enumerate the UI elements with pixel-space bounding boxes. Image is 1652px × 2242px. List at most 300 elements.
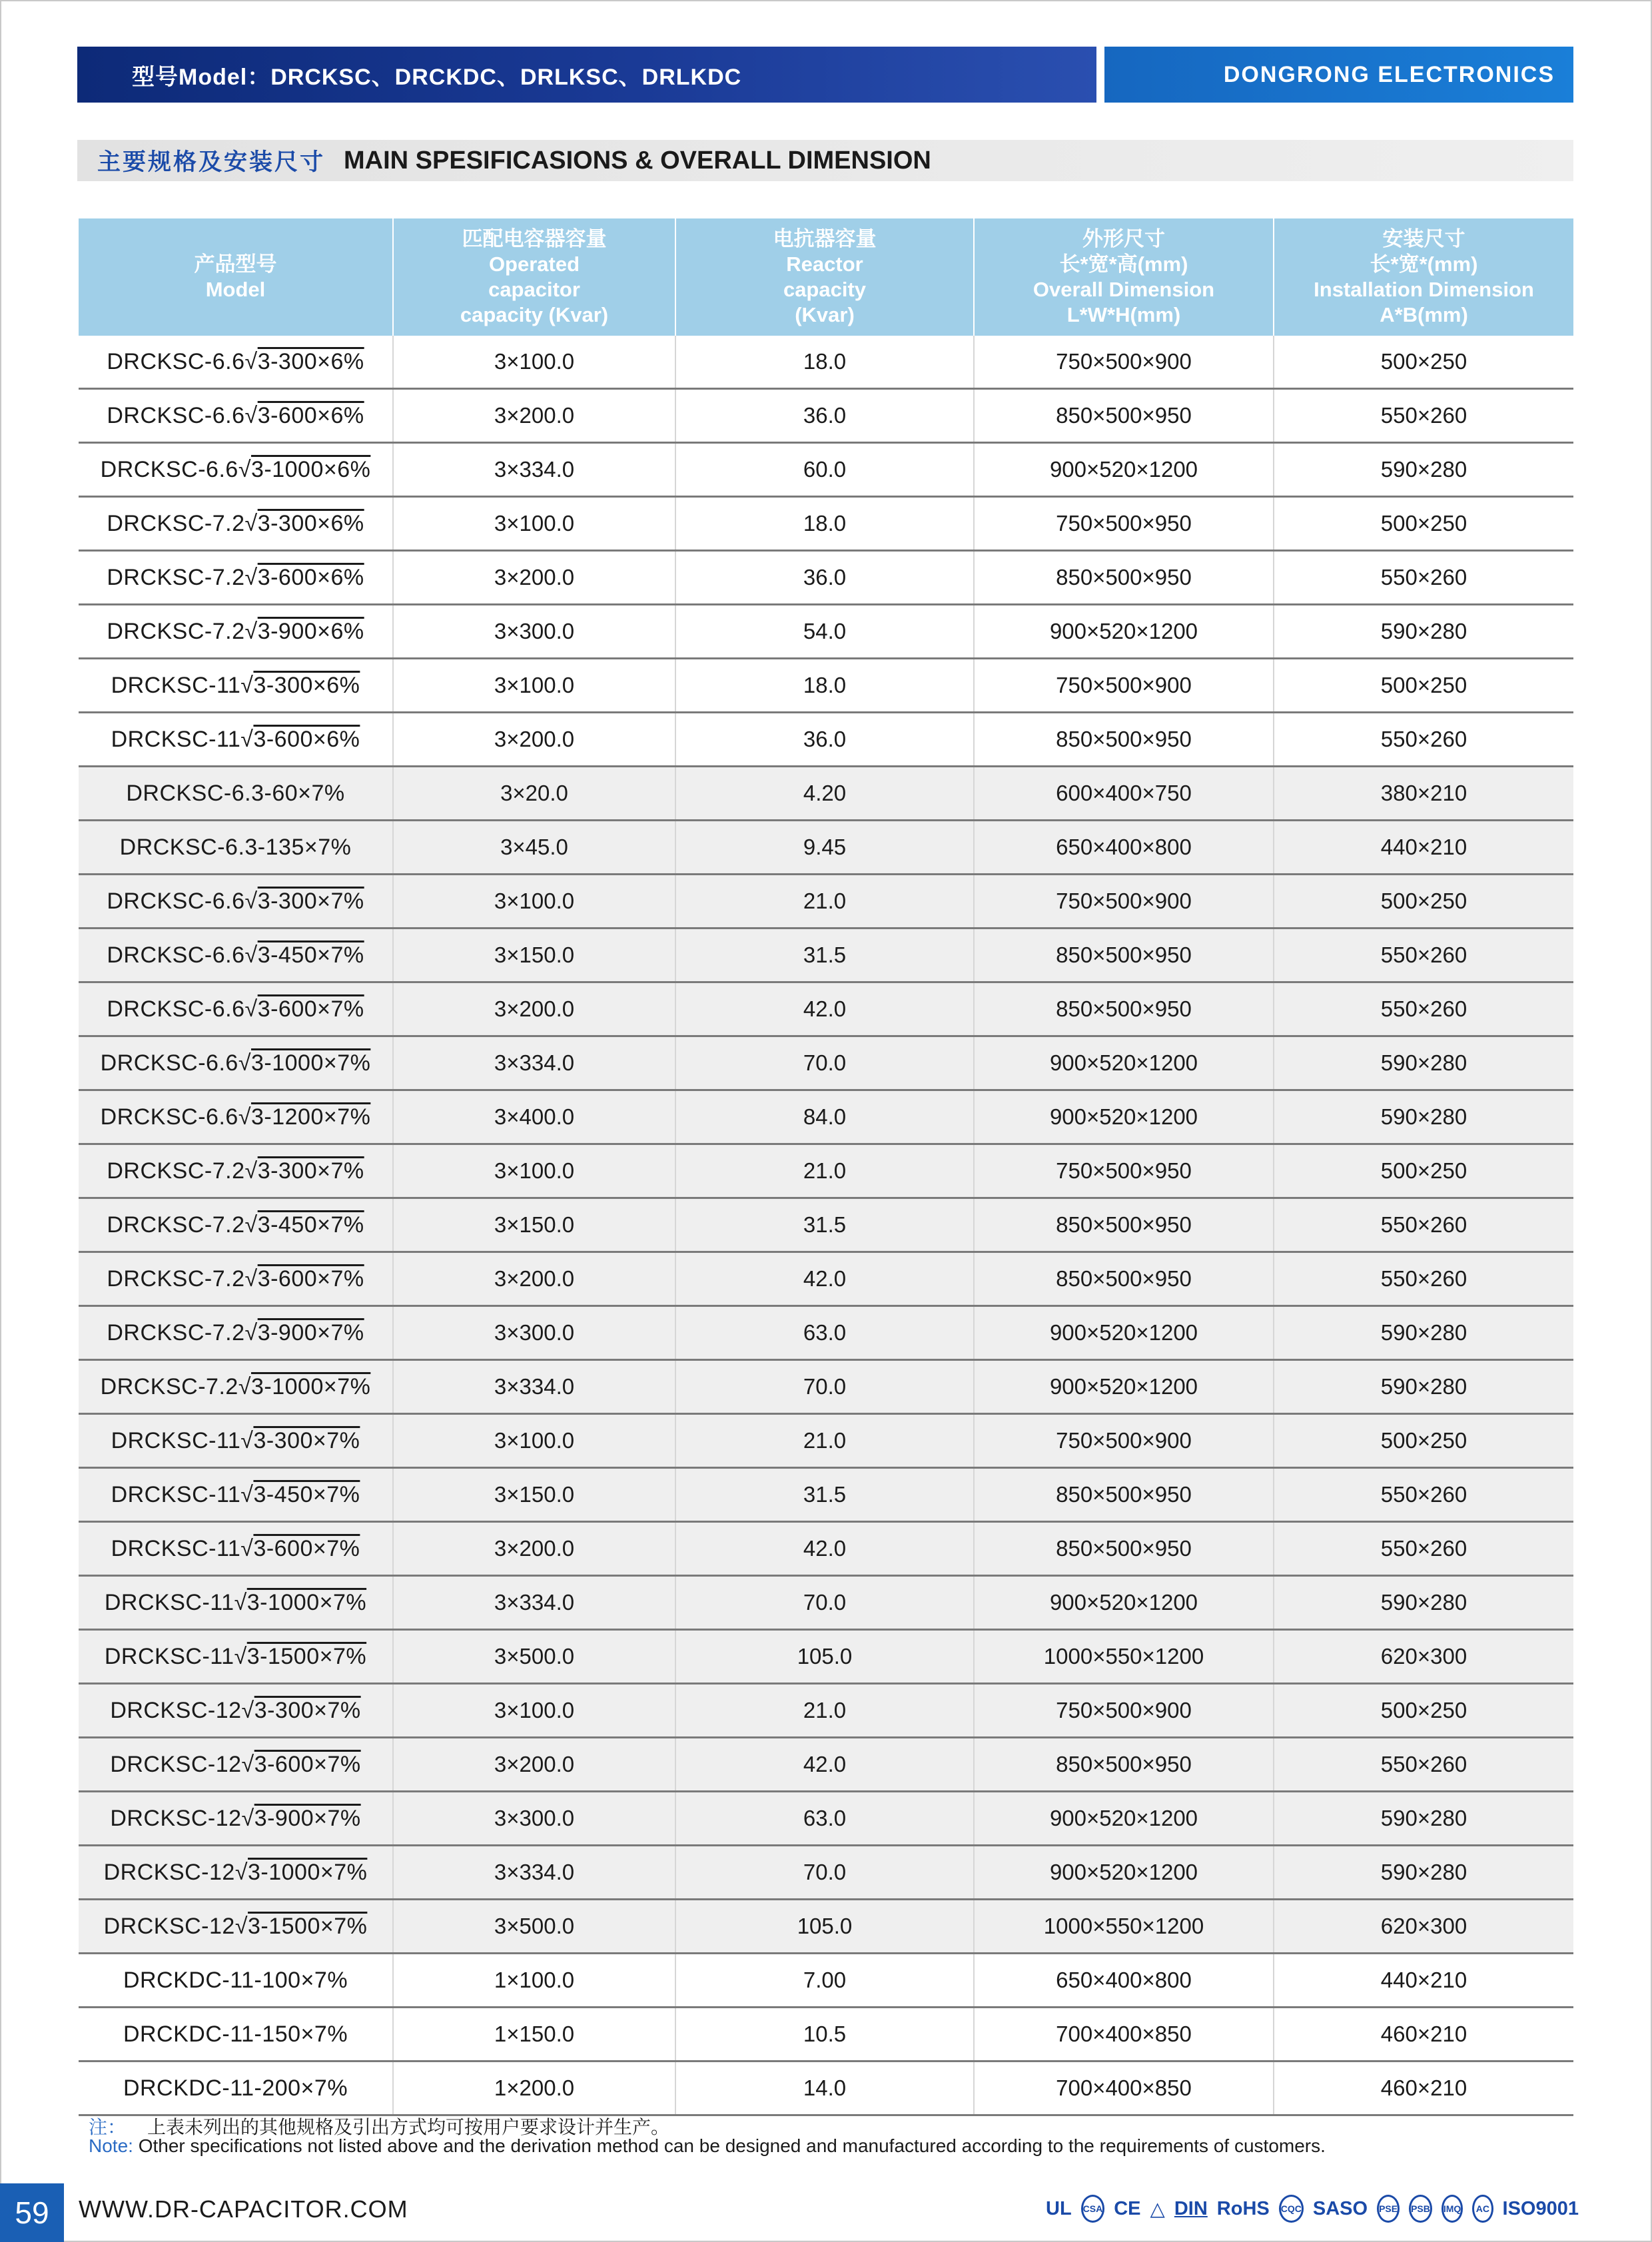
header-line: capacity (Kvar) [460,303,609,326]
sqrt-icon: √ [241,1697,254,1723]
installation-dimension-cell: 500×250 [1274,336,1573,389]
table-header-cell [79,218,393,336]
model-cell [79,659,393,713]
model-suffix: 3-600×6% [257,402,364,428]
installation-dimension-cell: 550×260 [1274,1738,1573,1792]
installation-dimension-cell: 620×300 [1274,1900,1573,1954]
model-cell [79,1144,393,1198]
header-line: 安装尺寸 [1382,227,1465,250]
overall-dimension-cell: 900×520×1200 [974,605,1274,659]
sqrt-icon: √ [240,1427,254,1453]
table-header-cell [1274,218,1573,336]
table-row [79,1684,1573,1738]
page-number: 59 [0,2183,64,2242]
capacitor-capacity-cell: 1×150.0 [393,2008,675,2061]
model-prefix: DRCKSC-7.2 [107,1319,245,1345]
table-row [79,1900,1573,1954]
capacitor-capacity-cell: 3×334.0 [393,1846,675,1900]
reactor-capacity-cell: 42.0 [675,1522,974,1576]
reactor-capacity-cell: 31.5 [675,1468,974,1522]
model-cell [79,1198,393,1252]
overall-dimension-cell: 850×500×950 [974,713,1274,767]
overall-dimension-cell: 750×500×900 [974,1684,1274,1738]
header-line: 电抗器容量 [773,227,877,250]
reactor-capacity-cell: 105.0 [675,1630,974,1684]
model-prefix: DRCKSC-11 [111,1535,241,1561]
model-cell [79,821,393,875]
model-suffix: 3-1000×6% [250,456,371,482]
model-cell [79,1630,393,1684]
model-cell [79,443,393,497]
table-row [79,929,1573,982]
model-suffix: 3-1000×7% [250,1373,371,1399]
model-prefix: DRCKSC-6.6 [107,888,245,914]
installation-dimension-cell: 500×250 [1274,1684,1573,1738]
header-line: 产品型号 [194,252,277,276]
iso9001-mark-icon: ISO9001 [1502,2197,1579,2219]
overall-dimension-cell: 750×500×950 [974,497,1274,551]
model-prefix: DRCKSC-6.3-135×7% [119,834,352,860]
model-prefix: DRCKSC-7.2 [107,1158,245,1184]
model-cell [79,982,393,1036]
reactor-capacity-cell: 4.20 [675,767,974,821]
installation-dimension-cell: 460×210 [1274,2061,1573,2115]
installation-dimension-cell: 590×280 [1274,1090,1573,1144]
overall-dimension-cell: 750×500×900 [974,659,1274,713]
header-line: Overall Dimension [1032,278,1215,301]
model-cell [79,2061,393,2115]
header-line: Model [205,278,266,301]
sqrt-icon: √ [240,1535,254,1561]
reactor-capacity-cell: 10.5 [675,2008,974,2061]
capacitor-capacity-cell: 3×334.0 [393,1360,675,1414]
model-suffix: 3-450×7% [257,1212,364,1238]
header-line: 匹配电容器容量 [462,227,607,250]
capacitor-capacity-cell: 3×334.0 [393,443,675,497]
note-cn-text: 上表未列出的其他规格及引出方式均可按用户要求设计并生产。 [147,2117,670,2137]
capacitor-capacity-cell: 3×100.0 [393,1144,675,1198]
installation-dimension-cell: 550×260 [1274,929,1573,982]
header-model-bar [77,47,1096,103]
model-prefix: DRCKSC-11 [111,726,241,752]
sqrt-icon: √ [234,1859,248,1885]
overall-dimension-cell: 900×520×1200 [974,1576,1274,1630]
sqrt-icon: √ [240,672,254,698]
capacitor-capacity-cell: 3×200.0 [393,713,675,767]
header-line: Operated [488,252,580,276]
note-en-text: Other specifications not listed above and the derivation method can be designed and manufactured according to the requirements of customers. [138,2135,1326,2156]
reactor-capacity-cell: 21.0 [675,1144,974,1198]
reactor-capacity-cell: 42.0 [675,982,974,1036]
model-cell [79,1090,393,1144]
sqrt-icon: √ [244,402,258,428]
table-row [79,1576,1573,1630]
installation-dimension-cell: 380×210 [1274,767,1573,821]
sqrt-icon: √ [240,1481,254,1507]
table-row [79,1522,1573,1576]
overall-dimension-cell: 850×500×950 [974,389,1274,443]
capacitor-capacity-cell: 3×200.0 [393,1738,675,1792]
din-mark-icon: DIN [1174,2197,1208,2219]
rohs-mark-icon: RoHS [1216,2197,1270,2219]
model-suffix: 3-900×7% [254,1805,361,1831]
reactor-capacity-cell: 14.0 [675,2061,974,2115]
capacitor-capacity-cell: 3×300.0 [393,1792,675,1846]
model-cell [79,1306,393,1360]
installation-dimension-cell: 440×210 [1274,821,1573,875]
sqrt-icon: √ [244,1266,258,1292]
sqrt-icon: √ [238,1373,251,1399]
overall-dimension-cell: 650×400×800 [974,1954,1274,2008]
model-prefix: DRCKSC-6.6 [107,942,245,968]
model-cell [79,929,393,982]
model-cell [79,389,393,443]
capacitor-capacity-cell: 3×100.0 [393,1414,675,1468]
model-prefix: DRCKSC-6.6 [100,456,238,482]
model-prefix: DRCKSC-11 [104,1589,234,1615]
overall-dimension-cell: 750×500×950 [974,1144,1274,1198]
reactor-capacity-cell: 31.5 [675,1198,974,1252]
table-header-cell [675,218,974,336]
installation-dimension-cell: 620×300 [1274,1630,1573,1684]
installation-dimension-cell: 590×280 [1274,443,1573,497]
imq-mark-icon: IMQ [1442,2195,1463,2223]
sqrt-icon: √ [244,1319,258,1345]
capacitor-capacity-cell: 3×200.0 [393,982,675,1036]
table-header-row [79,218,1573,336]
capacitor-capacity-cell: 3×200.0 [393,551,675,605]
model-prefix: DRCKSC-7.2 [107,618,245,644]
model-prefix: DRCKSC-12 [110,1805,242,1831]
reactor-capacity-cell: 105.0 [675,1900,974,1954]
capacitor-capacity-cell: 3×200.0 [393,1522,675,1576]
note-en-line [89,2135,1326,2157]
model-cell [79,551,393,605]
sqrt-icon: √ [241,1805,254,1831]
table-row [79,1036,1573,1090]
overall-dimension-cell: 750×500×900 [974,875,1274,929]
model-prefix: DRCKDC-11-100×7% [123,1967,348,1993]
model-suffix: 3-600×6% [257,564,364,590]
table-row [79,1360,1573,1414]
sqrt-icon: √ [234,1913,248,1939]
header-line: 长*宽*高(mm) [1059,252,1188,276]
installation-dimension-cell: 550×260 [1274,982,1573,1036]
overall-dimension-cell: 900×520×1200 [974,1036,1274,1090]
overall-dimension-cell: 700×400×850 [974,2008,1274,2061]
model-prefix: DRCKSC-6.6 [100,1050,238,1076]
reactor-capacity-cell: 9.45 [675,821,974,875]
sqrt-icon: √ [244,618,258,644]
overall-dimension-cell: 1000×550×1200 [974,1900,1274,1954]
capacitor-capacity-cell: 3×100.0 [393,659,675,713]
model-suffix: 3-600×6% [253,726,360,752]
sqrt-icon: √ [244,996,258,1022]
model-suffix: 3-450×7% [253,1481,360,1507]
overall-dimension-cell: 750×500×900 [974,336,1274,389]
sqrt-icon: √ [244,1158,258,1184]
capacitor-capacity-cell: 3×200.0 [393,389,675,443]
model-suffix: 3-300×6% [257,348,364,374]
installation-dimension-cell: 550×260 [1274,1252,1573,1306]
installation-dimension-cell: 550×260 [1274,389,1573,443]
model-prefix: DRCKSC-7.2 [107,1266,245,1292]
sqrt-icon: √ [238,1104,251,1130]
header-brand-text: DONGRONG ELECTRONICS [1223,61,1555,87]
note [89,2113,1326,2157]
sqrt-icon: √ [240,726,254,752]
overall-dimension-cell: 600×400×750 [974,767,1274,821]
reactor-capacity-cell: 84.0 [675,1090,974,1144]
reactor-capacity-cell: 7.00 [675,1954,974,2008]
model-prefix: DRCKSC-6.6 [107,402,245,428]
model-suffix: 3-600×7% [257,996,364,1022]
model-prefix: DRCKSC-6.6 [107,348,245,374]
model-suffix: 3-300×6% [253,672,360,698]
table-row [79,1090,1573,1144]
installation-dimension-cell: 550×260 [1274,713,1573,767]
model-suffix: 3-1500×7% [248,1913,368,1939]
model-prefix: DRCKSC-7.2 [107,1212,245,1238]
installation-dimension-cell: 500×250 [1274,875,1573,929]
table-row [79,1414,1573,1468]
table-row [79,1954,1573,2008]
model-prefix: DRCKSC-6.3-60×7% [126,780,345,806]
installation-dimension-cell: 590×280 [1274,1306,1573,1360]
capacitor-capacity-cell: 3×500.0 [393,1630,675,1684]
model-cell [79,1576,393,1630]
sqrt-icon: √ [241,1751,254,1777]
table-row [79,1738,1573,1792]
capacitor-capacity-cell: 3×300.0 [393,1306,675,1360]
capacitor-capacity-cell: 3×100.0 [393,497,675,551]
table-row [79,389,1573,443]
capacitor-capacity-cell: 3×150.0 [393,929,675,982]
model-cell [79,1846,393,1900]
model-prefix: DRCKSC-11 [111,672,241,698]
installation-dimension-cell: 590×280 [1274,1846,1573,1900]
sqrt-icon: √ [238,1050,251,1076]
overall-dimension-cell: 850×500×950 [974,1252,1274,1306]
model-prefix: DRCKDC-11-200×7% [123,2075,348,2101]
installation-dimension-cell: 460×210 [1274,2008,1573,2061]
table-row [79,659,1573,713]
cqc-mark-icon: CQC [1279,2195,1304,2223]
table-row [79,1630,1573,1684]
table-row [79,821,1573,875]
header-line: Reactor [786,252,863,276]
section-title-en: MAIN SPESIFICASIONS & OVERALL DIMENSION [344,146,931,175]
reactor-capacity-cell: 36.0 [675,551,974,605]
reactor-capacity-cell: 42.0 [675,1738,974,1792]
table-row [79,551,1573,605]
table-row [79,497,1573,551]
capacitor-capacity-cell: 3×200.0 [393,1252,675,1306]
overall-dimension-cell: 850×500×950 [974,1522,1274,1576]
installation-dimension-cell: 550×260 [1274,1522,1573,1576]
csa-mark-icon: CSA [1081,2195,1105,2223]
header-line: A*B(mm) [1380,303,1468,326]
overall-dimension-cell: 900×520×1200 [974,1360,1274,1414]
model-suffix: 3-300×6% [257,510,364,536]
sqrt-icon: √ [244,888,258,914]
overall-dimension-cell: 850×500×950 [974,1738,1274,1792]
model-prefix: DRCKSC-12 [103,1913,235,1939]
sqrt-icon: √ [244,348,258,374]
reactor-capacity-cell: 63.0 [675,1306,974,1360]
reactor-capacity-cell: 54.0 [675,605,974,659]
model-suffix: 3-1500×7% [246,1643,367,1669]
installation-dimension-cell: 500×250 [1274,497,1573,551]
overall-dimension-cell: 900×520×1200 [974,1090,1274,1144]
model-cell [79,1360,393,1414]
model-suffix: 3-600×7% [257,1266,364,1292]
capacitor-capacity-cell: 3×500.0 [393,1900,675,1954]
table-row [79,336,1573,389]
reactor-capacity-cell: 70.0 [675,1036,974,1090]
table-row [79,713,1573,767]
overall-dimension-cell: 850×500×950 [974,929,1274,982]
model-cell [79,1900,393,1954]
model-cell [79,767,393,821]
installation-dimension-cell: 440×210 [1274,1954,1573,2008]
installation-dimension-cell: 500×250 [1274,659,1573,713]
model-suffix: 3-300×7% [254,1697,361,1723]
capacitor-capacity-cell: 3×45.0 [393,821,675,875]
overall-dimension-cell: 850×500×950 [974,1198,1274,1252]
table-row [79,1144,1573,1198]
model-cell [79,336,393,389]
header-brand-bar [1104,47,1573,103]
header-line: Installation Dimension [1314,278,1534,301]
overall-dimension-cell: 1000×550×1200 [974,1630,1274,1684]
reactor-capacity-cell: 70.0 [675,1576,974,1630]
model-cell [79,1468,393,1522]
model-cell [79,1252,393,1306]
capacitor-capacity-cell: 3×100.0 [393,1684,675,1738]
reactor-capacity-cell: 36.0 [675,713,974,767]
table-body [79,336,1573,2115]
table-row [79,982,1573,1036]
note-cn-label: 注： [89,2117,127,2137]
model-cell [79,713,393,767]
reactor-capacity-cell: 63.0 [675,1792,974,1846]
table-row [79,1846,1573,1900]
header-line: capacitor [488,278,580,301]
reactor-capacity-cell: 21.0 [675,875,974,929]
reactor-capacity-cell: 42.0 [675,1252,974,1306]
table-row [79,1792,1573,1846]
capacitor-capacity-cell: 1×200.0 [393,2061,675,2115]
table-row [79,605,1573,659]
model-suffix: 3-600×7% [253,1535,360,1561]
pse-mark-icon: PSE [1377,2195,1400,2223]
reactor-capacity-cell: 18.0 [675,497,974,551]
sqrt-icon: √ [238,456,251,482]
capacitor-capacity-cell: 3×100.0 [393,336,675,389]
capacitor-capacity-cell: 3×300.0 [393,605,675,659]
model-prefix: DRCKSC-12 [110,1751,242,1777]
model-suffix: 3-600×7% [254,1751,361,1777]
model-prefix: DRCKSC-11 [111,1481,241,1507]
capacitor-capacity-cell: 3×20.0 [393,767,675,821]
overall-dimension-cell: 850×500×950 [974,982,1274,1036]
model-cell [79,1738,393,1792]
table-row [79,1306,1573,1360]
model-cell [79,1414,393,1468]
model-suffix: 3-300×7% [253,1427,360,1453]
model-cell [79,1036,393,1090]
model-prefix: DRCKSC-11 [104,1643,234,1669]
overall-dimension-cell: 900×520×1200 [974,1846,1274,1900]
table-row [79,1198,1573,1252]
model-suffix: 3-900×6% [257,618,364,644]
overall-dimension-cell: 900×520×1200 [974,1306,1274,1360]
spec-table [79,218,1573,2116]
sqrt-icon: √ [244,942,258,968]
overall-dimension-cell: 900×520×1200 [974,1792,1274,1846]
installation-dimension-cell: 590×280 [1274,1036,1573,1090]
overall-dimension-cell: 850×500×950 [974,1468,1274,1522]
reactor-capacity-cell: 36.0 [675,389,974,443]
installation-dimension-cell: 550×260 [1274,551,1573,605]
model-prefix: DRCKSC-12 [110,1697,242,1723]
model-prefix: DRCKSC-7.2 [100,1373,238,1399]
installation-dimension-cell: 550×260 [1274,1468,1573,1522]
certification-logos [1046,2191,1579,2226]
installation-dimension-cell: 590×280 [1274,1576,1573,1630]
website-link[interactable]: WWW.DR-CAPACITOR.COM [79,2195,408,2223]
saso-mark-icon: SASO [1312,2197,1368,2219]
installation-dimension-cell: 500×250 [1274,1414,1573,1468]
installation-dimension-cell: 590×280 [1274,1360,1573,1414]
overall-dimension-cell: 900×520×1200 [974,443,1274,497]
header-line: (Kvar) [795,303,855,326]
model-suffix: 3-1000×7% [250,1050,371,1076]
model-prefix: DRCKSC-12 [103,1859,235,1885]
model-cell [79,1954,393,2008]
model-cell [79,2008,393,2061]
overall-dimension-cell: 750×500×900 [974,1414,1274,1468]
model-prefix: DRCKSC-11 [111,1427,241,1453]
capacitor-capacity-cell: 3×100.0 [393,875,675,929]
reactor-capacity-cell: 18.0 [675,336,974,389]
capacitor-capacity-cell: 3×334.0 [393,1036,675,1090]
model-prefix: DRCKSC-6.6 [100,1104,238,1130]
model-suffix: 3-300×7% [257,1158,364,1184]
model-prefix: DRCKSC-7.2 [107,510,245,536]
note-cn-line [89,2113,1326,2135]
installation-dimension-cell: 500×250 [1274,1144,1573,1198]
header-line: capacity [783,278,867,301]
model-cell [79,1522,393,1576]
table-row [79,1252,1573,1306]
table-row [79,2008,1573,2061]
sqrt-icon: √ [244,510,258,536]
reactor-capacity-cell: 21.0 [675,1684,974,1738]
model-cell [79,1792,393,1846]
reactor-capacity-cell: 60.0 [675,443,974,497]
capacitor-capacity-cell: 3×150.0 [393,1198,675,1252]
reactor-capacity-cell: 18.0 [675,659,974,713]
capacitor-capacity-cell: 3×334.0 [393,1576,675,1630]
model-suffix: 3-300×7% [257,888,364,914]
header-line: 长*宽*(mm) [1370,252,1478,276]
model-suffix: 3-450×7% [257,942,364,968]
triangle-mark-icon: △ [1150,2198,1165,2220]
header-line: 外形尺寸 [1082,227,1165,250]
sqrt-icon: √ [244,564,258,590]
